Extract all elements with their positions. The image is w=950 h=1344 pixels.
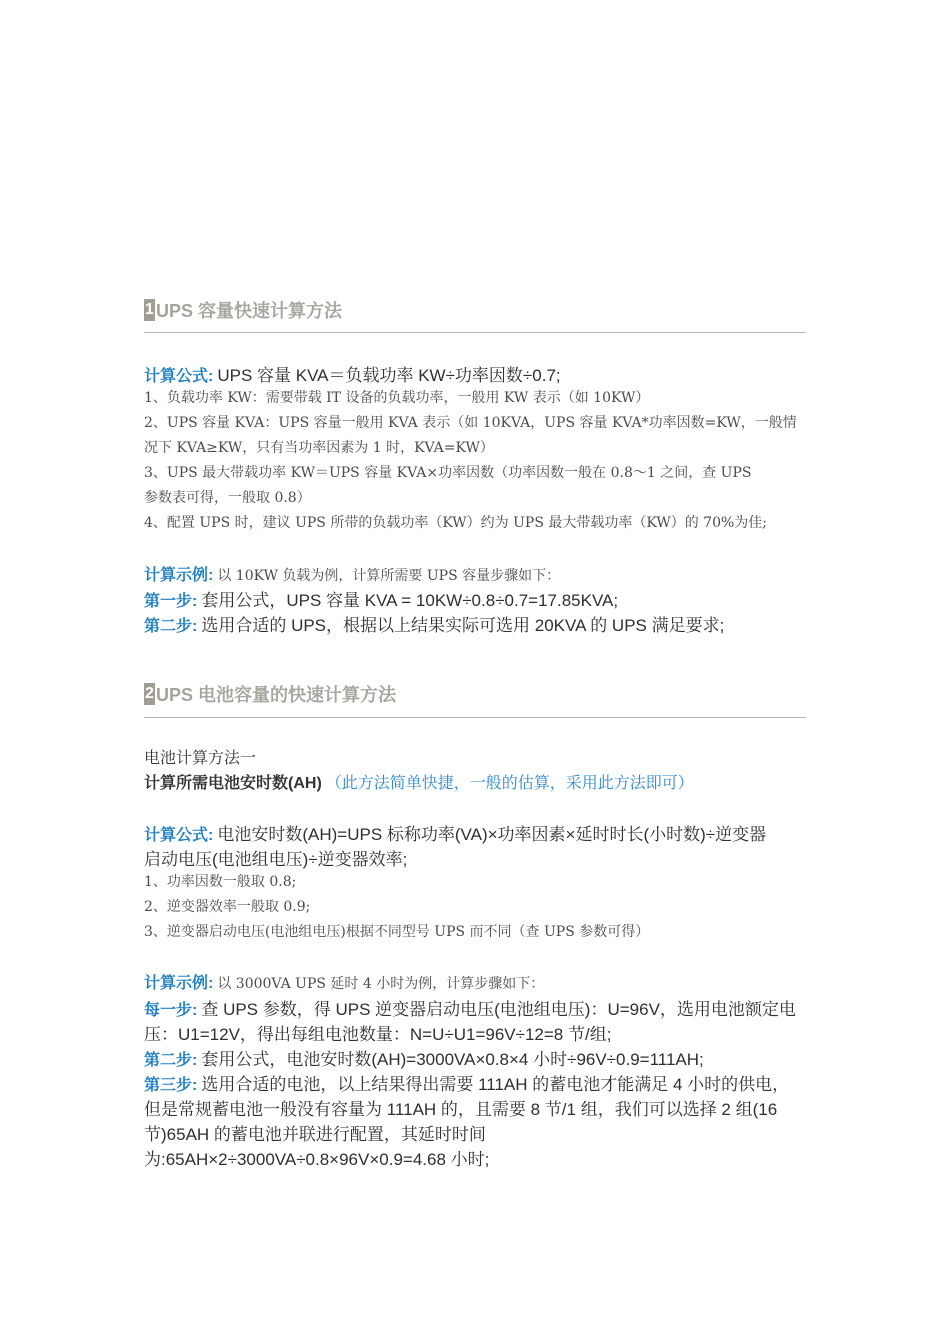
section-2-heading xyxy=(144,681,396,707)
section-1-example xyxy=(144,562,808,585)
section-2-step-1-cont: 压：U1=12V，得出每组电池数量：N=U÷U1=96V÷12=8 节/组; xyxy=(144,1025,612,1044)
step-2-label: 第二步: xyxy=(144,1052,198,1069)
method-note: （此方法简单快捷，一般的估算，采用此方法即可） xyxy=(325,775,694,792)
step-1-text: 套用公式，UPS 容量 KVA = 10KW÷0.8÷0.7=17.85KVA; xyxy=(201,591,619,610)
step-2-text: 选用合适的 UPS，根据以上结果实际可选用 20KVA 的 UPS 满足要求; xyxy=(201,616,725,635)
section-2-formula xyxy=(144,820,808,845)
section-1-note-1: 1、负载功率 KW：需要带载 IT 设备的负载功率，一般用 KW 表示（如 10KW） xyxy=(144,390,650,406)
section-2-note-3: 3、逆变器启动电压(电池组电压)根据不同型号 UPS 而不同（查 UPS 参数可得） xyxy=(144,924,650,940)
section-1-title: UPS 容量快速计算方法 xyxy=(156,301,343,321)
step-3-text: 选用合适的电池，以上结果得出需要 111AH 的蓄电池才能满足 4 小时的供电， xyxy=(201,1075,790,1094)
example-text: 以 10KW 负载为例，计算所需要 UPS 容量步骤如下： xyxy=(217,568,561,584)
section-1-note-4: 4、配置 UPS 时，建议 UPS 所带的负载功率（KW）约为 UPS 最大带载功率（KW）的 70%为佳; xyxy=(144,515,768,531)
step-2-text: 套用公式，电池安时数(AH)=3000VA×0.8×4 小时÷96V÷0.9=111AH; xyxy=(201,1050,704,1069)
formula-text: UPS 容量 KVA＝负载功率 KW÷功率因数÷0.7; xyxy=(217,366,561,385)
example-label: 计算示例: xyxy=(144,975,214,992)
formula-label: 计算公式: xyxy=(144,368,214,385)
section-2-formula-cont: 启动电压(电池组电压)÷逆变器效率; xyxy=(144,850,408,869)
section-2-step-3 xyxy=(144,1070,808,1095)
section-2-example xyxy=(144,970,808,993)
section-1-step-2 xyxy=(144,611,808,636)
step-1-text: 查 UPS 参数，得 UPS 逆变器启动电压(电池组电压)：U=96V，选用电池额定电 xyxy=(201,1000,796,1019)
section-2-step-3-cont-2: 节)65AH 的蓄电池并联进行配置，其延时时间 xyxy=(144,1125,486,1144)
section-2-note-1: 1、功率因数一般取 0.8; xyxy=(144,874,297,890)
section-2-step-2 xyxy=(144,1045,808,1070)
method-heading: 计算所需电池安时数(AH) xyxy=(144,775,322,792)
formula-label: 计算公式: xyxy=(144,827,214,844)
step-2-label: 第二步: xyxy=(144,618,198,635)
section-2-step-3-cont-1: 但是常规蓄电池一般没有容量为 111AH 的，且需要 8 节/1 组，我们可以选择 2 组(16 xyxy=(144,1100,778,1119)
section-2-title: UPS 电池容量的快速计算方法 xyxy=(156,685,397,705)
section-2-note-2: 2、逆变器效率一般取 0.9; xyxy=(144,899,311,915)
section-1-number: 1 xyxy=(144,299,155,321)
method-title: 电池计算方法一 xyxy=(144,748,257,767)
section-1-divider xyxy=(144,332,806,333)
step-1-label: 每一步: xyxy=(144,1002,198,1019)
method-heading-line xyxy=(144,770,808,793)
section-2-number: 2 xyxy=(144,683,155,705)
section-1-formula xyxy=(144,361,808,386)
section-1-step-1 xyxy=(144,586,808,611)
step-3-label: 第三步: xyxy=(144,1077,198,1094)
section-1-note-2: 2、UPS 容量 KVA：UPS 容量一般用 KVA 表示（如 10KVA，UPS 容量 KVA*功率因数=KW，一般情 xyxy=(144,415,797,431)
formula-text: 电池安时数(AH)=UPS 标称功率(VA)×功率因素×延时时长(小时数)÷逆变器 xyxy=(217,825,767,844)
section-1-note-3-cont: 参数表可得，一般取 0.8） xyxy=(144,490,311,506)
section-2-step-3-cont-3: 为:65AH×2÷3000VA÷0.8×96V×0.9=4.68 小时; xyxy=(144,1150,490,1169)
section-2-divider xyxy=(144,717,806,718)
example-label: 计算示例: xyxy=(144,567,214,584)
section-1-note-3: 3、UPS 最大带载功率 KW＝UPS 容量 KVA×功率因数（功率因数一般在 0.8～1 之间，查 UPS xyxy=(144,465,752,481)
section-1-heading xyxy=(144,297,342,323)
section-1-note-2-cont: 况下 KVA≥KW，只有当功率因素为 1 时，KVA=KW） xyxy=(144,440,494,456)
step-1-label: 第一步: xyxy=(144,593,198,610)
section-2-step-1 xyxy=(144,995,808,1020)
example-text: 以 3000VA UPS 延时 4 小时为例，计算步骤如下： xyxy=(217,976,545,992)
